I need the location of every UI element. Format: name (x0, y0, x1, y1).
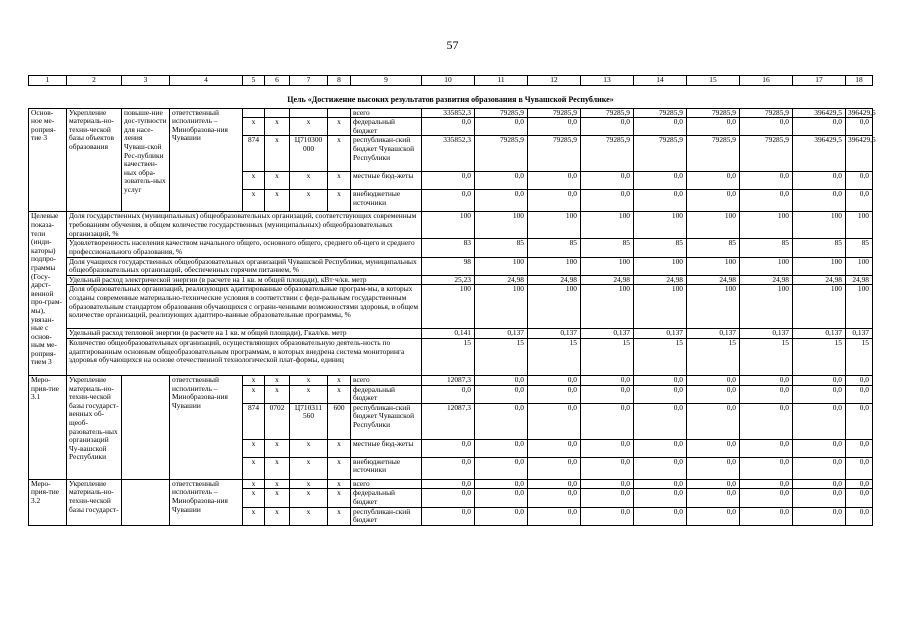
budget-code: х (265, 457, 290, 479)
year-value: 335852,3 (422, 108, 475, 118)
column-number: 16 (740, 76, 793, 86)
column-number: 2 (67, 76, 122, 86)
indicator-value: 100 (846, 285, 873, 329)
year-value: 79285,9 (740, 136, 793, 172)
column-number: 17 (793, 76, 846, 86)
indicator-value: 100 (793, 285, 846, 329)
budget-code: х (328, 385, 351, 403)
column-number: 10 (422, 76, 475, 86)
program-table (28, 75, 876, 526)
year-value: 0,0 (846, 118, 873, 136)
budget-code: х (265, 136, 290, 172)
year-value: 0,0 (740, 479, 793, 489)
year-value: 0,0 (634, 385, 687, 403)
funding-source: местные бюд-жеты (351, 439, 422, 457)
indicator-value: 100 (793, 257, 846, 275)
year-value: 0,0 (475, 190, 528, 212)
indicator-row (29, 239, 873, 257)
year-value: 0,0 (581, 190, 634, 212)
year-value: 0,0 (475, 375, 528, 385)
year-value: 0,0 (793, 489, 846, 507)
indicator-text: Удовлетворенность населения качеством начального общего, основного общего, среднего об-щего и среднего профессионального образования, % (67, 239, 422, 257)
funding-source: республикан-ский бюджет Чувашской Республики (351, 136, 422, 172)
column-number: 1 (29, 76, 67, 86)
event-purpose (122, 479, 170, 525)
year-value: 0,0 (846, 489, 873, 507)
year-value: 0,0 (846, 457, 873, 479)
year-value: 0,0 (634, 457, 687, 479)
budget-code: х (290, 479, 328, 489)
year-value: 0,0 (422, 457, 475, 479)
indicator-value: 100 (740, 257, 793, 275)
year-value: 0,0 (846, 375, 873, 385)
indicator-value: 24,98 (846, 275, 873, 285)
year-value: 79285,9 (581, 136, 634, 172)
indicator-value: 85 (475, 239, 528, 257)
budget-code: х (328, 479, 351, 489)
indicator-value: 100 (581, 257, 634, 275)
indicator-value: 24,98 (634, 275, 687, 285)
indicator-value: 15 (740, 338, 793, 375)
indicator-value: 100 (634, 285, 687, 329)
year-value: 79285,9 (528, 108, 581, 118)
year-value: 0,0 (793, 507, 846, 525)
column-number: 11 (475, 76, 528, 86)
indicator-value: 15 (528, 338, 581, 375)
year-value: 0,0 (846, 479, 873, 489)
budget-code: х (328, 172, 351, 190)
indicator-value: 0,137 (581, 329, 634, 339)
year-value: 79285,9 (687, 136, 740, 172)
year-value: 0,0 (634, 375, 687, 385)
event-name: Укрепление материаль-но-техни-ческой базы государст- (67, 479, 122, 525)
budget-code: Ц710311 560 (290, 403, 328, 439)
budget-code: х (328, 439, 351, 457)
indicator-row (29, 257, 873, 275)
year-value: 79285,9 (581, 108, 634, 118)
indicator-value: 100 (634, 212, 687, 239)
budget-code: х (265, 489, 290, 507)
year-value: 0,0 (687, 403, 740, 439)
funding-source: республикан-ский бюджет Чувашской Республики (351, 403, 422, 439)
budget-code: х (265, 439, 290, 457)
event-code: Основ-ное ме-роприя-тие 3 (29, 108, 67, 212)
budget-code: х (328, 507, 351, 525)
year-value: 0,0 (793, 479, 846, 489)
budget-code: х (290, 172, 328, 190)
indicator-value: 24,98 (475, 275, 528, 285)
funding-source: всего (351, 375, 422, 385)
year-value: 0,0 (740, 439, 793, 457)
budget-code: х (290, 385, 328, 403)
year-value: 0,0 (581, 489, 634, 507)
year-value: 0,0 (793, 403, 846, 439)
year-value: 0,0 (634, 403, 687, 439)
indicator-value: 100 (740, 285, 793, 329)
year-value: 79285,9 (528, 136, 581, 172)
column-number: 5 (243, 76, 265, 86)
indicator-value: 15 (475, 338, 528, 375)
column-number: 3 (122, 76, 170, 86)
budget-code: х (290, 507, 328, 525)
year-value: 0,0 (475, 507, 528, 525)
budget-code: х (243, 385, 265, 403)
year-value: 0,0 (687, 190, 740, 212)
column-number: 4 (170, 76, 243, 86)
year-value: 0,0 (422, 489, 475, 507)
indicator-value: 0,137 (793, 329, 846, 339)
indicators-label: Целевые показа-тели (инди-каторы) подпро-граммы (Госу-дарст-венной про-грам-мы), увязан-ные с основ-ным ме-роприя-тием 3 (29, 212, 67, 376)
budget-code: х (243, 172, 265, 190)
column-number: 8 (328, 76, 351, 86)
indicator-value: 100 (528, 212, 581, 239)
year-value: 0,0 (793, 375, 846, 385)
year-value: 0,0 (846, 190, 873, 212)
indicator-value: 100 (793, 212, 846, 239)
budget-code: х (328, 136, 351, 172)
year-value: 0,0 (528, 172, 581, 190)
indicator-value: 24,98 (528, 275, 581, 285)
funding-row (29, 108, 873, 118)
budget-code: х (290, 190, 328, 212)
year-value: 0,0 (740, 385, 793, 403)
indicator-value: 100 (581, 285, 634, 329)
indicator-value: 85 (793, 239, 846, 257)
indicator-text: Доля образовательных организаций, реализующих адаптированные образовательные програм-мы, в которых созданы современные материально-технические условия в соответствии с феде-ральным государственным образовательным стандартом образования обучающихся с ограни-ченными возможностями здоровья, в общем количестве организаций, реализующих адаптиро-ванные образовательные программы, % (67, 285, 422, 329)
indicator-value: 100 (634, 257, 687, 275)
year-value: 0,0 (634, 190, 687, 212)
year-value: 0,0 (634, 507, 687, 525)
year-value: 0,0 (846, 403, 873, 439)
budget-code: х (243, 190, 265, 212)
indicator-value: 0,137 (846, 329, 873, 339)
year-value: 0,0 (422, 479, 475, 489)
budget-code: х (290, 439, 328, 457)
year-value: 0,0 (528, 375, 581, 385)
year-value: 0,0 (793, 457, 846, 479)
year-value: 0,0 (475, 457, 528, 479)
indicator-value: 100 (475, 257, 528, 275)
year-value: 0,0 (581, 457, 634, 479)
indicator-value: 100 (422, 285, 475, 329)
year-value: 396429,5 (846, 108, 873, 118)
indicator-value: 100 (528, 257, 581, 275)
event-purpose (122, 375, 170, 479)
year-value: 79285,9 (475, 108, 528, 118)
year-value: 0,0 (740, 190, 793, 212)
year-value: 0,0 (634, 172, 687, 190)
year-value: 0,0 (740, 172, 793, 190)
event-name: Укрепление материаль-но-техни-ческой базы объектов образования (67, 108, 122, 212)
budget-code: х (265, 375, 290, 385)
year-value: 0,0 (687, 507, 740, 525)
goal-row (29, 86, 873, 109)
indicator-row (29, 212, 873, 239)
year-value: 0,0 (634, 439, 687, 457)
year-value: 0,0 (687, 385, 740, 403)
indicator-value: 100 (687, 285, 740, 329)
header-row (29, 76, 873, 86)
indicator-value: 98 (422, 257, 475, 275)
year-value: 396429,5 (793, 108, 846, 118)
indicator-value: 100 (846, 257, 873, 275)
year-value: 0,0 (475, 403, 528, 439)
funding-source: местные бюд-жеты (351, 172, 422, 190)
indicator-value: 85 (740, 239, 793, 257)
column-number: 12 (528, 76, 581, 86)
year-value: 0,0 (846, 385, 873, 403)
budget-code: х (328, 118, 351, 136)
year-value: 0,0 (581, 479, 634, 489)
table-body (29, 75, 876, 526)
year-value: 0,0 (528, 507, 581, 525)
year-value: 0,0 (740, 489, 793, 507)
indicator-value: 0,137 (634, 329, 687, 339)
indicator-row (29, 285, 873, 329)
indicator-text: Удельный расход тепловой энергии (в расчете на 1 кв. м общей площади), Гкал/кв. метр (67, 329, 422, 339)
indicator-text: Доля государственных (муниципальных) общеобразовательных организаций, соответствующих современным требованиям обучения, в общем количестве государственных (муниципальных) общеобразовательных организаций, % (67, 212, 422, 239)
year-value: 0,0 (475, 118, 528, 136)
indicator-value: 100 (422, 212, 475, 239)
funding-source: федеральный бюджет (351, 118, 422, 136)
year-value: 0,0 (422, 385, 475, 403)
event-code: Меро-прия-тие 3.2 (29, 479, 67, 525)
year-value: 79285,9 (634, 108, 687, 118)
year-value: 0,0 (740, 457, 793, 479)
year-value: 0,0 (846, 439, 873, 457)
year-value: 0,0 (581, 172, 634, 190)
year-value: 79285,9 (740, 108, 793, 118)
year-value: 0,0 (687, 172, 740, 190)
indicator-value: 24,98 (687, 275, 740, 285)
year-value: 0,0 (422, 172, 475, 190)
year-value: 396429,5 (793, 136, 846, 172)
event-code: Меро-прия-тие 3.1 (29, 375, 67, 479)
column-number: 15 (687, 76, 740, 86)
year-value: 0,0 (581, 375, 634, 385)
budget-code: х (265, 385, 290, 403)
funding-row (29, 479, 873, 489)
year-value: 12087,3 (422, 403, 475, 439)
year-value: 0,0 (846, 507, 873, 525)
year-value: 0,0 (528, 439, 581, 457)
indicator-value: 85 (634, 239, 687, 257)
year-value: 0,0 (793, 439, 846, 457)
year-value: 0,0 (687, 375, 740, 385)
indicator-value: 15 (422, 338, 475, 375)
budget-code: х (265, 507, 290, 525)
funding-row (29, 375, 873, 385)
indicator-value: 85 (846, 239, 873, 257)
indicator-value: 85 (687, 239, 740, 257)
budget-code: Ц710300 000 (290, 136, 328, 172)
year-value: 0,0 (740, 375, 793, 385)
indicator-value: 25,23 (422, 275, 475, 285)
indicator-value: 83 (422, 239, 475, 257)
year-value: 0,0 (475, 385, 528, 403)
budget-code: х (243, 457, 265, 479)
column-number: 9 (351, 76, 422, 86)
budget-code: х (243, 118, 265, 136)
column-number: 14 (634, 76, 687, 86)
indicator-row (29, 329, 873, 339)
year-value: 0,0 (687, 479, 740, 489)
year-value: 0,0 (793, 172, 846, 190)
year-value: 0,0 (793, 190, 846, 212)
year-value: 0,0 (528, 479, 581, 489)
indicator-value: 100 (581, 212, 634, 239)
budget-code: х (265, 190, 290, 212)
responsible-executor: ответственный исполнитель – Минобразова-ния Чувашии (170, 479, 243, 525)
budget-code: 874 (243, 403, 265, 439)
year-value: 0,0 (581, 385, 634, 403)
budget-code: х (290, 375, 328, 385)
funding-source: всего (351, 479, 422, 489)
budget-code: 600 (328, 403, 351, 439)
year-value: 0,0 (687, 118, 740, 136)
event-purpose: повыше-ние дос-тупности для насе-ления Чуваш-ской Рес-публики качествен-ных обра-зователь-ных услуг (122, 108, 170, 212)
year-value: 0,0 (634, 479, 687, 489)
budget-code: х (328, 489, 351, 507)
budget-code: х (243, 489, 265, 507)
year-value: 0,0 (740, 403, 793, 439)
indicator-text: Доля учащихся государственных общеобразовательных организаций Чувашской Республики, муниципальных общеобразовательных организаций, обеспеченных горячим питанием, % (67, 257, 422, 275)
budget-code: х (243, 439, 265, 457)
year-value: 0,0 (740, 118, 793, 136)
indicator-value: 0,137 (475, 329, 528, 339)
year-value: 0,0 (475, 172, 528, 190)
indicator-value: 24,98 (740, 275, 793, 285)
year-value: 79285,9 (475, 136, 528, 172)
indicator-text: Удельный расход электрической энергии (в расчете на 1 кв. м общей площади), кВт·ч/кв. метр (67, 275, 422, 285)
indicator-value: 100 (528, 285, 581, 329)
indicator-value: 24,98 (793, 275, 846, 285)
year-value: 0,0 (528, 489, 581, 507)
funding-source: федеральный бюджет (351, 489, 422, 507)
year-value: 0,0 (634, 118, 687, 136)
year-value: 0,0 (793, 118, 846, 136)
year-value: 396429,5 (846, 136, 873, 172)
year-value: 0,0 (581, 507, 634, 525)
year-value: 0,0 (793, 385, 846, 403)
budget-code: х (328, 190, 351, 212)
budget-code: х (290, 118, 328, 136)
indicator-value: 15 (687, 338, 740, 375)
indicator-value: 15 (634, 338, 687, 375)
year-value: 0,0 (475, 439, 528, 457)
indicator-value: 100 (687, 212, 740, 239)
budget-code: х (290, 457, 328, 479)
year-value: 0,0 (528, 385, 581, 403)
year-value: 0,0 (581, 439, 634, 457)
indicator-value: 85 (528, 239, 581, 257)
column-number: 18 (846, 76, 873, 86)
year-value: 0,0 (528, 118, 581, 136)
funding-source: республикан-ский бюджет (351, 507, 422, 525)
year-value: 0,0 (422, 118, 475, 136)
year-value: 0,0 (422, 190, 475, 212)
year-value: 0,0 (740, 507, 793, 525)
funding-source: федеральный бюджет (351, 385, 422, 403)
year-value: 79285,9 (687, 108, 740, 118)
year-value: 0,0 (528, 190, 581, 212)
budget-code: х (243, 507, 265, 525)
year-value: 0,0 (422, 439, 475, 457)
indicator-value: 100 (740, 212, 793, 239)
indicator-text: Количество общеобразовательных организаций, осуществляющих образовательную деятель-ность по адаптированным основным общеобразовательным программам, в которых внедрена система мониторинга здоровья обучающихся на основе отечественной технологической плат-формы, единиц (67, 338, 422, 375)
responsible-executor: ответственный исполнитель – Минобразова-ния Чувашии (170, 375, 243, 479)
budget-code: х (265, 479, 290, 489)
goal-title: Цель «Достижение высоких результатов развития образования в Чувашской Республике» (29, 86, 873, 109)
year-value: 0,0 (581, 118, 634, 136)
indicator-value: 15 (793, 338, 846, 375)
year-value: 0,0 (687, 489, 740, 507)
year-value: 0,0 (422, 507, 475, 525)
funding-source: внебюджетные источники (351, 190, 422, 212)
indicator-value: 0,137 (687, 329, 740, 339)
budget-code: х (243, 375, 265, 385)
year-value: 0,0 (581, 403, 634, 439)
year-value: 0,0 (475, 489, 528, 507)
budget-code: 874 (243, 136, 265, 172)
indicator-value: 100 (475, 212, 528, 239)
budget-code: х (290, 489, 328, 507)
year-value: 0,0 (846, 172, 873, 190)
indicator-value: 100 (475, 285, 528, 329)
budget-code: х (265, 118, 290, 136)
indicator-value: 0,137 (740, 329, 793, 339)
budget-code: 0702 (265, 403, 290, 439)
year-value: 12087,3 (422, 375, 475, 385)
indicator-value: 100 (687, 257, 740, 275)
year-value: 335852,3 (422, 136, 475, 172)
budget-code: х (328, 375, 351, 385)
year-value: 0,0 (528, 457, 581, 479)
budget-code: х (243, 479, 265, 489)
indicator-value: 24,98 (581, 275, 634, 285)
column-number: 13 (581, 76, 634, 86)
year-value: 0,0 (687, 439, 740, 457)
column-number: 6 (265, 76, 290, 86)
indicator-row (29, 338, 873, 375)
funding-source: внебюджетные источники (351, 457, 422, 479)
responsible-executor: ответственный исполнитель – Минобразова-ния Чувашии (170, 108, 243, 212)
year-value: 0,0 (634, 489, 687, 507)
year-value: 0,0 (475, 479, 528, 489)
indicator-value: 0,141 (422, 329, 475, 339)
indicator-value: 0,137 (528, 329, 581, 339)
indicator-value: 15 (581, 338, 634, 375)
column-number: 7 (290, 76, 328, 86)
year-value: 79285,9 (634, 136, 687, 172)
budget-code: х (328, 457, 351, 479)
event-name: Укрепление материаль-но-техни-ческой базы государст-венных об-щеоб-разователь-ных организаций Чу-вашской Республики (67, 375, 122, 479)
funding-source: всего (351, 108, 422, 118)
year-value: 0,0 (528, 403, 581, 439)
indicator-value: 15 (846, 338, 873, 375)
page-number: 57 (446, 38, 459, 52)
budget-code: х (265, 172, 290, 190)
year-value: 0,0 (687, 457, 740, 479)
indicator-value: 100 (846, 212, 873, 239)
indicator-value: 85 (581, 239, 634, 257)
